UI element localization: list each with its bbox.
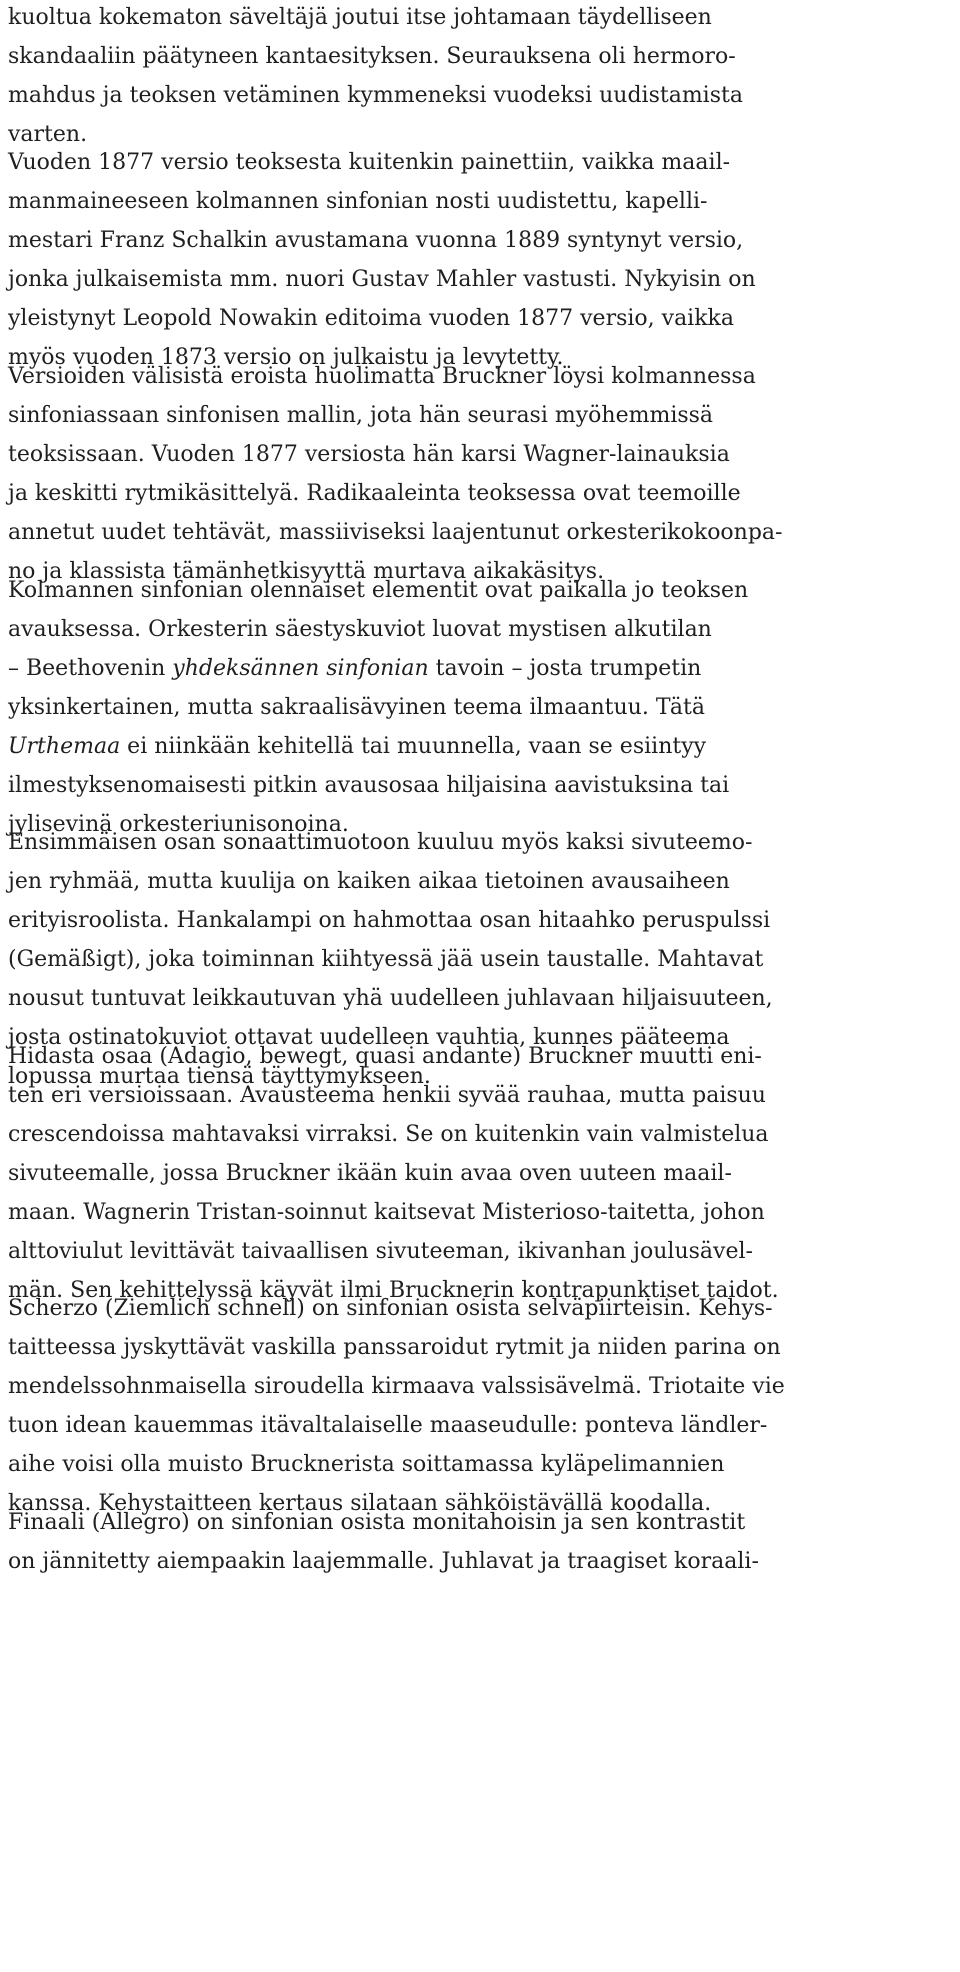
text-line: sinfoniassaan sinfonisen mallin, jota hän seurasi myöhemmissä	[8, 403, 714, 428]
text-line: erityisroolista. Hankalampi on hahmottaa osan hitaahko peruspulssi	[8, 908, 771, 933]
text-line: jen ryhmää, mutta kuulija on kaiken aikaa tietoinen avausaiheen	[8, 869, 730, 894]
text-line: nousut tuntuvat leikkautuvan yhä uudelleen juhlavaan hiljaisuuteen,	[8, 986, 773, 1011]
text-line: sivuteemalle, jossa Bruckner ikään kuin avaa oven uuteen maail-	[8, 1161, 732, 1186]
text-line: alttoviulut levittävät taivaallisen sivuteeman, ikivanhan joulusävel-	[8, 1239, 753, 1264]
paragraph-versions	[8, 143, 953, 377]
text-line: teoksissaan. Vuoden 1877 versiosta hän karsi Wagner-lainauksia	[8, 442, 730, 467]
text-line: mestari Franz Schalkin avustamana vuonna 1889 syntynyt versio,	[8, 228, 744, 253]
italic-title: yhdeksännen sinfonian	[172, 656, 429, 681]
text-line: Kolmannen sinfonian olennaiset elementit ovat paikalla jo teoksen	[8, 578, 749, 603]
text-line: mendelssohnmaisella siroudella kirmaava valssisävelmä. Triotaite vie	[8, 1374, 785, 1399]
text-line: taitteessa jyskyttävät vaskilla panssaroidut rytmit ja niiden parina on	[8, 1335, 781, 1360]
text-run: ei niinkään kehitellä tai muunnella, vaan se esiintyy	[120, 734, 707, 759]
text-line: tuon idean kauemmas itävaltalaiselle maaseudulle: ponteva ländler-	[8, 1413, 768, 1438]
text-line: ja keskitti rytmikäsittelyä. Radikaaleinta teoksessa ovat teemoille	[8, 481, 741, 506]
text-line: Hidasta osaa (Adagio, bewegt, quasi andante) Bruckner muutti eni-	[8, 1044, 762, 1069]
text-line: maan. Wagnerin Tristan-soinnut kaitsevat Misterioso-taitetta, johon	[8, 1200, 765, 1225]
text-line: jylisevinä orkesteriunisonoina.	[8, 812, 349, 837]
text-line	[8, 727, 953, 766]
text-line: Versioiden välisistä eroista huolimatta Bruckner löysi kolmannessa	[8, 364, 756, 389]
text-run: – Beethovenin	[8, 656, 173, 681]
text-line: ilmestyksenomaisesti pitkin avausosaa hiljaisina aavistuksina tai	[8, 773, 730, 798]
text-line: yleistynyt Leopold Nowakin editoima vuoden 1877 versio, vaikka	[8, 306, 734, 331]
paragraph-scherzo	[8, 1289, 953, 1523]
text-line: varten.	[8, 122, 88, 147]
paragraph-finale	[8, 1503, 953, 1581]
text-line: ten eri versioissaan. Avausteema henkii syvää rauhaa, mutta paisuu	[8, 1083, 766, 1108]
text-line: lopussa murtaa tiensä täyttymykseen.	[8, 1064, 431, 1089]
text-line: män. Sen kehittelyssä käyvät ilmi Brucknerin kontrapunktiset taidot.	[8, 1278, 779, 1303]
paragraph-symphonic-model	[8, 357, 953, 591]
text-line: (Gemäßigt), joka toiminnan kiihtyessä jää usein taustalle. Mahtavat	[8, 947, 764, 972]
text-line: jonka julkaisemista mm. nuori Gustav Mahler vastusti. Nykyisin on	[8, 267, 756, 292]
text-line: Scherzo (Ziemlich schnell) on sinfonian osista selväpiirteisin. Kehys-	[8, 1296, 773, 1321]
text-line: Vuoden 1877 versio teoksesta kuitenkin painettiin, vaikka maail-	[8, 150, 731, 175]
text-line: yksinkertainen, mutta sakraalisävyinen teema ilmaantuu. Tätä	[8, 695, 705, 720]
text-line: aihe voisi olla muisto Brucknerista soittamassa kyläpelimannien	[8, 1452, 725, 1477]
text-line: kuoltua kokematon säveltäjä joutui itse johtamaan täydelliseen	[8, 5, 712, 30]
text-line: skandaaliin päätyneen kantaesityksen. Seurauksena oli hermoro-	[8, 44, 736, 69]
text-line: on jännitetty aiempaakin laajemmalle. Juhlavat ja traagiset koraali-	[8, 1549, 759, 1574]
text-line: no ja klassista tämänhetkisyyttä murtava aikakäsitys.	[8, 559, 605, 584]
paragraph-premiere-scandal	[8, 0, 953, 154]
text-line: crescendoissa mahtavaksi virraksi. Se on kuitenkin vain valmistelua	[8, 1122, 769, 1147]
text-line: myös vuoden 1873 versio on julkaistu ja levytetty.	[8, 345, 564, 370]
paragraph-slow-movement	[8, 1037, 953, 1310]
paragraph-opening-elements	[8, 571, 953, 844]
text-line: avauksessa. Orkesterin säestyskuviot luovat mystisen alkutilan	[8, 617, 712, 642]
text-line: annetut uudet tehtävät, massiiviseksi laajentunut orkesterikokoonpa-	[8, 520, 783, 545]
text-line	[8, 649, 953, 688]
text-line: Ensimmäisen osan sonaattimuotoon kuuluu myös kaksi sivuteemo-	[8, 830, 753, 855]
italic-title: Urthemaa	[8, 734, 121, 759]
text-line: josta ostinatokuviot ottavat uudelleen vauhtia, kunnes pääteema	[8, 1025, 730, 1050]
text-line: Finaali (Allegro) on sinfonian osista monitahoisin ja sen kontrastit	[8, 1510, 746, 1535]
text-line: mahdus ja teoksen vetäminen kymmeneksi vuodeksi uudistamista	[8, 83, 743, 108]
text-line: manmaineeseen kolmannen sinfonian nosti uudistettu, kapelli-	[8, 189, 708, 214]
text-run: tavoin – josta trumpetin	[428, 656, 702, 681]
text-line: kanssa. Kehystaitteen kertaus silataan sähköistävällä koodalla.	[8, 1491, 712, 1516]
